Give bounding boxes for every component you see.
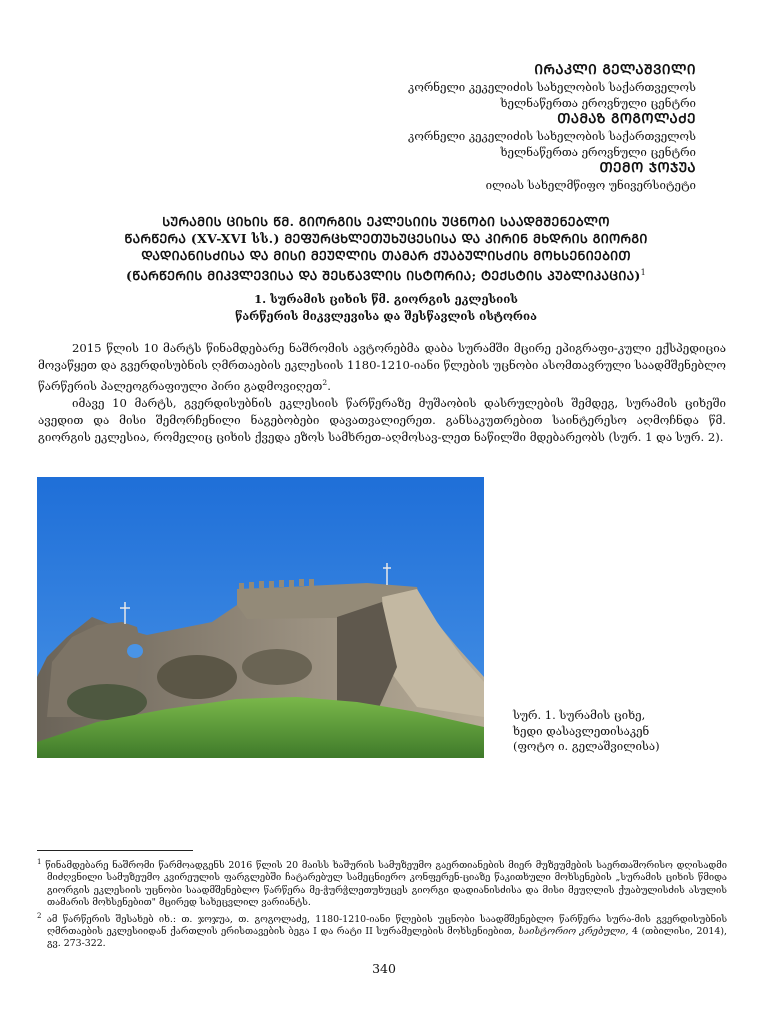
title-line [60, 264, 712, 284]
shrub [157, 655, 237, 699]
shrub [67, 684, 147, 720]
author-affiliation: ხელნაწერთა ეროვნული ცენტრი [500, 145, 696, 159]
author-affiliation: კორნელი კეკელიძის სახელობის საქართველოს [408, 80, 696, 94]
footnote-text: ამ წარწერის შესახებ იხ.: თ. ჯოჯუა, თ. გოგოლაძე, 1180-1210-იანი წლების უცნობი საადმშენებლო წარწერა სურა-მის გვერდისუბნის ღმრთაების ეკლესიიდან ქართლის ერისთავების ბეგა I და რატი II სურამელების მოხსენიებით, [46, 914, 728, 938]
author-name: ᲗᲔᲛᲝ ᲯᲝᲯᲣᲐ [599, 160, 696, 176]
footnote-mark: 2 [37, 911, 42, 920]
footnote-ref[interactable]: 1 [640, 268, 647, 277]
footnote-text: წინამდებარე ნაშრომი წარმოადგენს 2016 წლის 20 მაისს ხაშურის სამუზეუმო გაერთიანების მიერ მუზეუმების საერთაშორისო დღისადმი მიძღვნილი სამუზეუმო კვირეულის ფარგლებში ჩატარებულ სამეცნიერო კონფერენ-ციაზე წაკითხული მოხსენების „სურამის ციხის წმიდა გიორგის ეკლესიის უცნობი საადმშენებლო წარწერა მე-ჭურჭლეთუხუცეს გიორგი დადიანისძისა და მისი მეუღლის ქუაბულისძის ასულის თამარის მოხსენებით" მცირედ სახეცვლილ ვარიანტს. [45, 860, 727, 908]
footnote-italic: საისტორიო კრებული, [518, 926, 629, 938]
paragraph [38, 340, 726, 395]
authors-block [276, 62, 696, 193]
paragraph-tail: . [327, 378, 331, 393]
footnote-tail: 4 (თბილისი, 2014), გვ. 273-322. [47, 926, 727, 950]
title-line-text: (ᲬᲐᲠᲬᲔᲠᲘᲡ ᲛᲘᲙᲕᲚᲔᲕᲘᲡᲐ ᲓᲐ ᲨᲔᲡᲬᲐᲕᲚᲘᲡ ᲘᲡᲢᲝᲠᲘᲐ; ᲢᲔᲥᲡᲢᲘᲡ ᲞᲣᲑᲚᲘᲙᲐᲪᲘᲐ) [125, 268, 641, 284]
footnote [37, 910, 727, 951]
author-name: ᲗᲐᲛᲐᲖ ᲒᲝᲒᲝᲚᲐᲫᲔ [557, 111, 696, 127]
footnote-divider [37, 850, 193, 851]
figure-caption [513, 708, 713, 755]
section-heading [60, 291, 712, 325]
wall-opening [127, 644, 143, 658]
caption-line: (ფოტო ი. გელაშვილისა) [513, 739, 660, 753]
shrub [242, 649, 312, 685]
title-line: ᲬᲐᲠᲬᲔᲠᲐ (XV-XVI სს.) ᲛᲔᲤᲣᲠᲪᲮᲚᲔᲗᲣᲮᲣᲪᲔᲡᲘᲡᲐ ᲓᲐ ᲙᲘᲠᲘᲜ ᲛᲮᲓᲠᲘᲡ ᲒᲘᲝᲠᲒᲘ [124, 231, 648, 246]
caption-line: ხედი დასავლეთისაკენ [513, 723, 650, 738]
footnote-mark: 1 [37, 858, 42, 866]
footnotes [37, 856, 727, 952]
paragraph-text: იმავე 10 მარტს, გვერდისუბნის ეკლესიის წარწერაზე მუშაობის დასრულების შემდეგ, სურამის ციხეში ავედით და მისი შემორჩენილი ნაგებობები დავათვალიერეთ. განსაკუთრებით საინტერესო აღმოჩნდა წმ. გიორგის ეკლესია, რომელიც ციხის ქვედა ეზოს სამხრეთ-აღმოსავ-ლეთ ნაწილში მდებარეობს (სურ. 1 და სურ. 2). [38, 395, 726, 444]
paragraph-text: 2015 წლის 10 მარტს წინამდებარე ნაშრომის ავტორებმა დაბა სურამში მცირე ეპიგრაფი-კული ექსპედიცია მოვაწყეთ და გვერდისუბნის ღმრთაების ეკლესიის 1180-1210-იანი წლების უცნობი ასომთავრული საადმშენებლო წარწერის პალეოგრაფიული პირი გადმოვიღეთ [38, 341, 726, 393]
author-affiliation: კორნელი კეკელიძის სახელობის საქართველოს [408, 129, 696, 143]
author-affiliation: ილიას სახელმწიფო უნივერსიტეტი [485, 178, 696, 192]
fortress-illustration [37, 477, 484, 758]
author-name: ᲘᲠᲐᲙᲚᲘ ᲒᲔᲚᲐᲨᲕᲘᲚᲘ [534, 62, 696, 78]
page-number: 340 [372, 961, 396, 976]
title-line: ᲓᲐᲓᲘᲐᲜᲘᲡᲫᲘᲡᲐ ᲓᲐ ᲛᲘᲡᲘ ᲛᲔᲣᲦᲚᲘᲡ ᲗᲐᲛᲐᲠ ᲥᲣᲐᲑᲣᲚᲘᲡᲫᲘᲡ ᲛᲝᲮᲡᲔᲜᲘᲔᲑᲘᲗ [141, 248, 631, 263]
body-text [38, 340, 726, 446]
fortress-photo [37, 477, 484, 758]
author-affiliation: ხელნაწერთა ეროვნული ცენტრი [500, 96, 696, 110]
footnote [37, 856, 727, 909]
footnote-ref[interactable]: 2 [322, 378, 328, 387]
paragraph [38, 395, 726, 446]
title-line: ᲡᲣᲠᲐᲛᲘᲡ ᲪᲘᲮᲘᲡ ᲬᲛ. ᲒᲘᲝᲠᲒᲘᲡ ᲔᲙᲚᲔᲡᲘᲘᲡ ᲣᲪᲜᲝᲑᲘ ᲡᲐᲐᲓᲛᲨᲔᲜᲔᲑᲚᲝ [162, 214, 610, 229]
caption-line: სურ. 1. სურამის ციხე, [513, 708, 646, 722]
article-title [60, 213, 712, 284]
section-heading-line: წარწერის მიკვლევისა და შესწავლის ისტორია [235, 309, 537, 323]
section-heading-line: 1. სურამის ციხის წმ. გიორგის ეკლესიის [254, 292, 518, 306]
